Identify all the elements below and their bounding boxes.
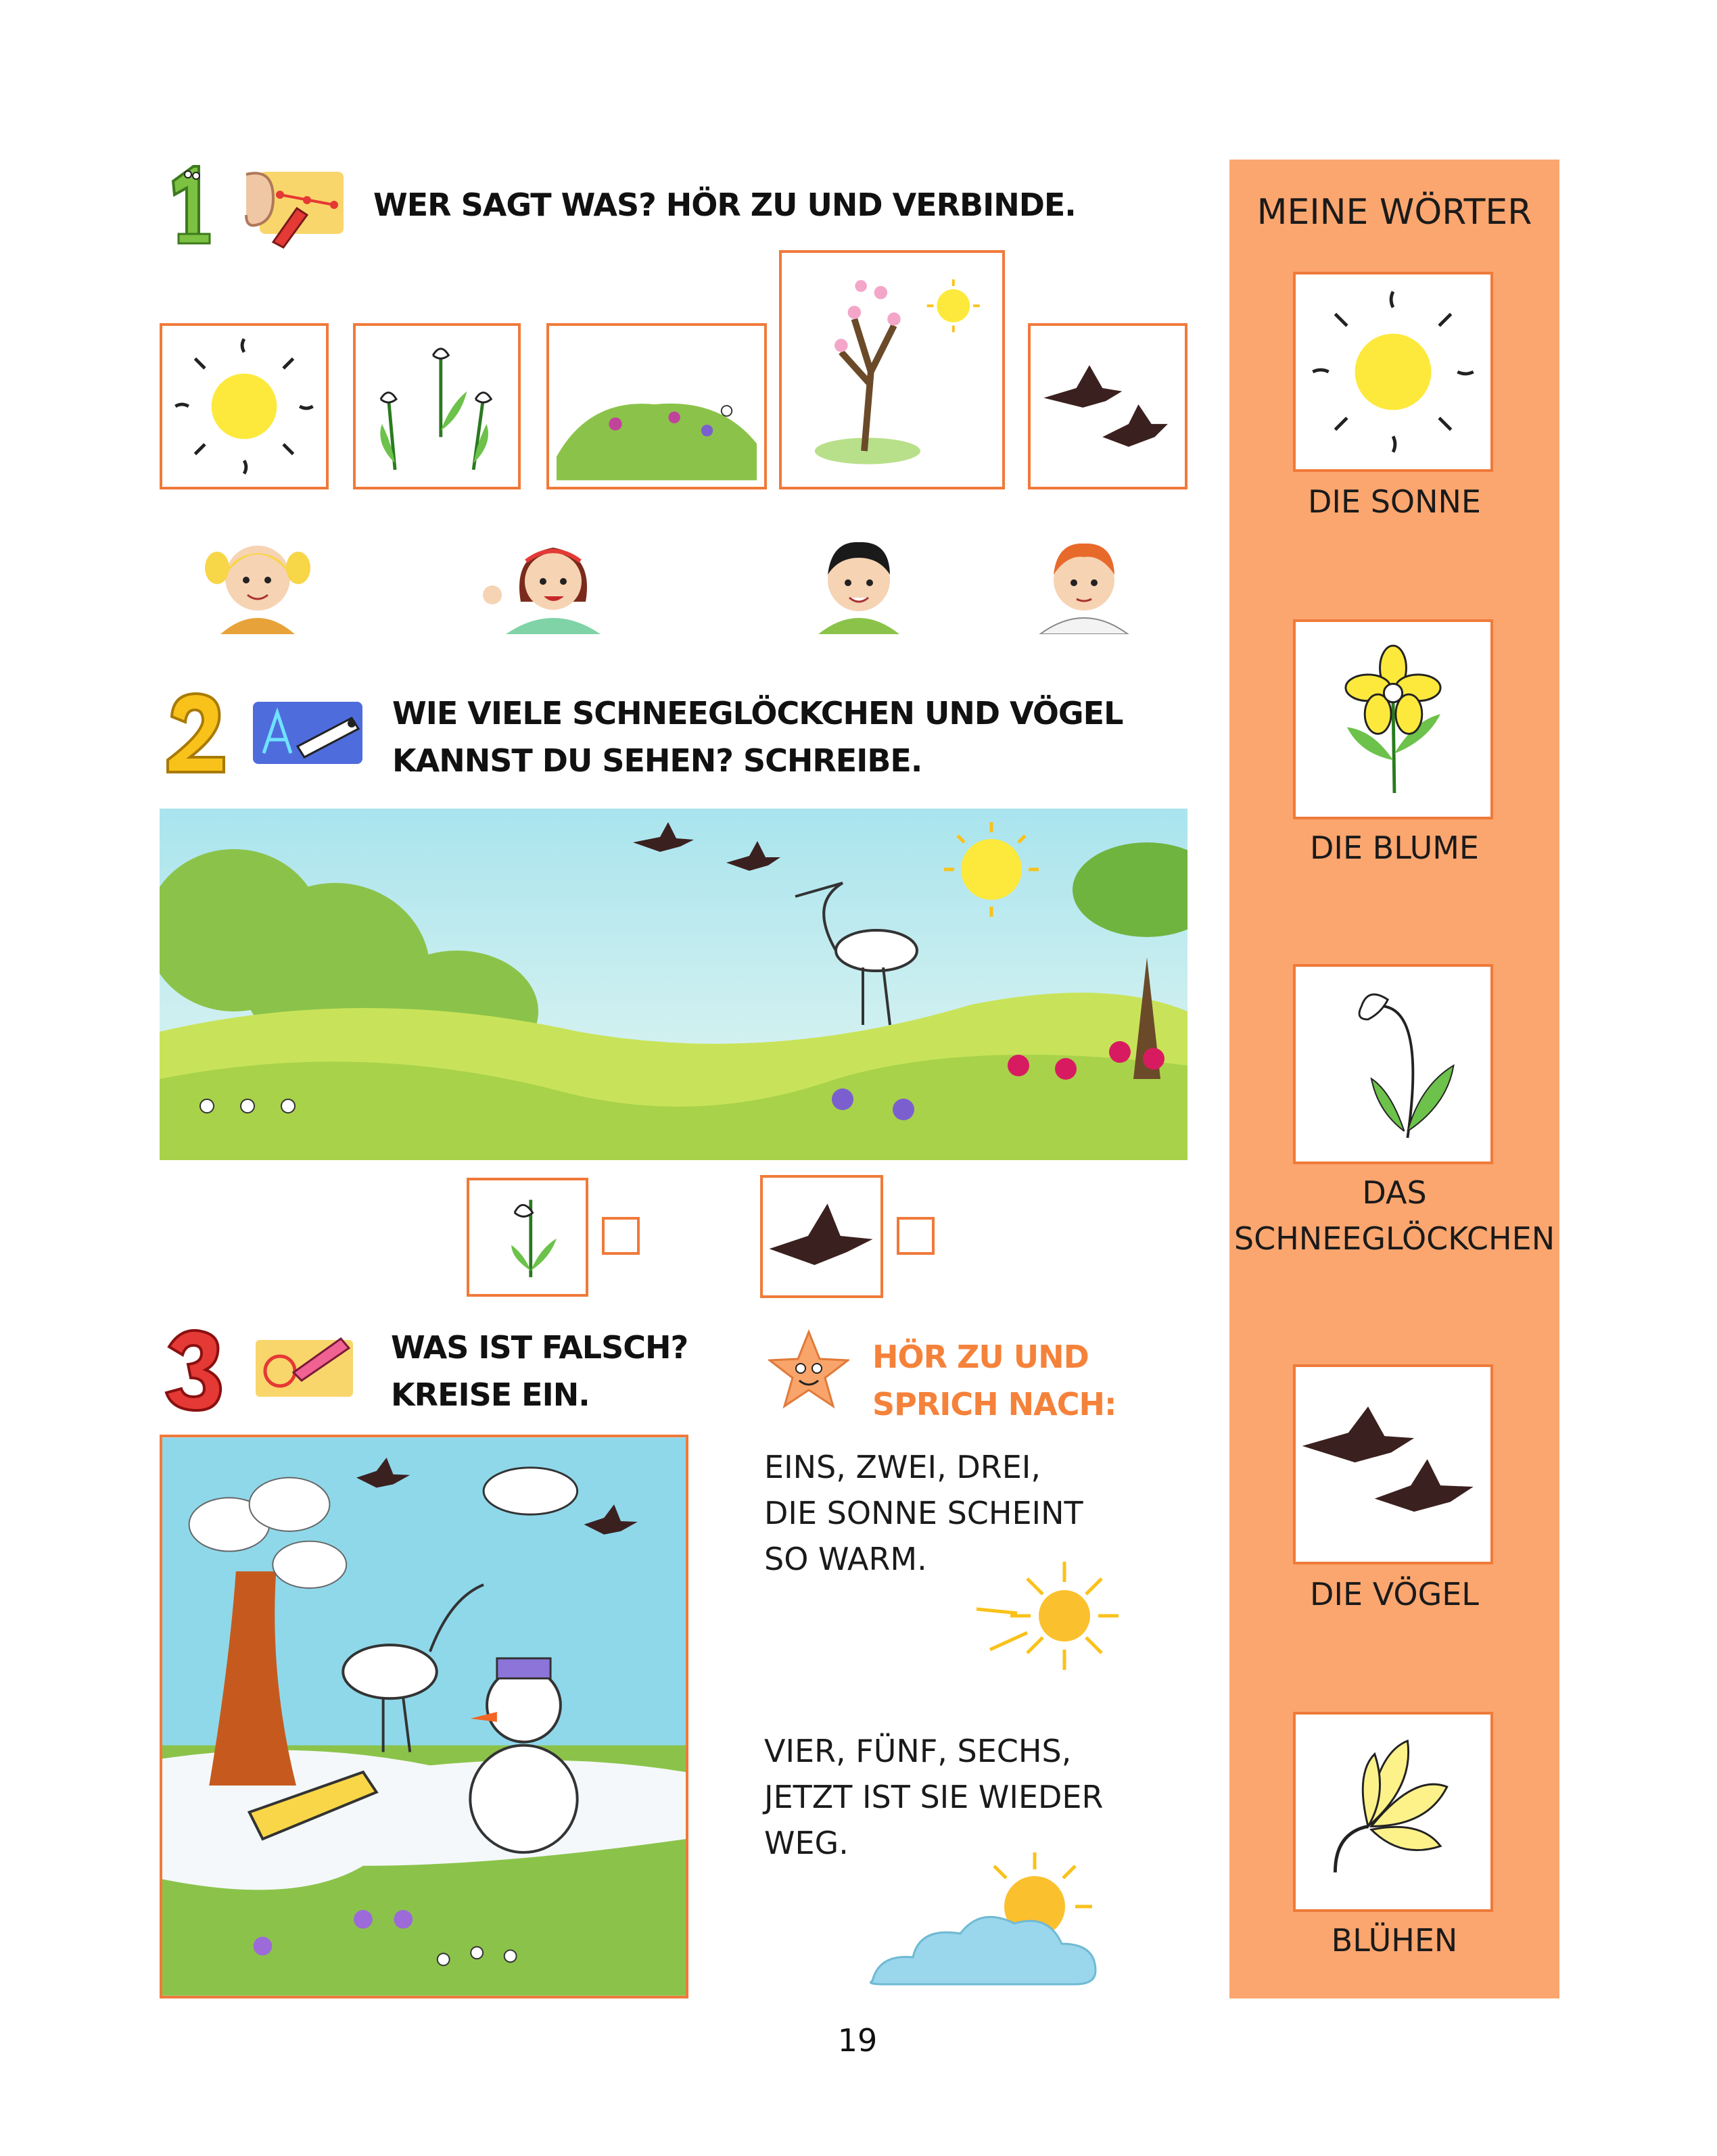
task2-instruction-line2: KANNST DU SEHEN? SCHREIBE. bbox=[392, 742, 922, 779]
birds-icon bbox=[1296, 1367, 1490, 1562]
verse2-line2: JETZT IST SIE WIEDER bbox=[764, 1779, 1104, 1815]
sun-behind-cloud-illustration bbox=[859, 1839, 1116, 1994]
task1-picture-sun bbox=[160, 323, 329, 489]
sun-icon bbox=[1296, 274, 1490, 469]
my-words-sidebar bbox=[1229, 160, 1559, 1998]
pencil-writing-icon bbox=[250, 699, 365, 767]
word-label-sun: DIE SONNE bbox=[1308, 483, 1481, 520]
task3-number-icon bbox=[160, 1326, 227, 1414]
task3-instruction-line1: WAS IST FALSCH? bbox=[391, 1329, 688, 1366]
count-snowdrop-picture bbox=[467, 1178, 588, 1297]
task1-picture-meadow bbox=[546, 323, 767, 489]
task1-picture-blossom-tree bbox=[779, 250, 1005, 489]
child-girl-brown-hair bbox=[479, 527, 614, 634]
word-label-birds: DIE VÖGEL bbox=[1310, 1576, 1479, 1612]
verse1-line2: DIE SONNE SCHEINT bbox=[764, 1495, 1083, 1531]
verse1-line3: SO WARM. bbox=[764, 1541, 927, 1577]
count-bird-answer-box[interactable] bbox=[897, 1217, 935, 1255]
word-label-blooming: BLÜHEN bbox=[1331, 1922, 1458, 1959]
whats-wrong-picture bbox=[160, 1435, 688, 1998]
task3-instruction-line2: KREISE EIN. bbox=[391, 1376, 590, 1413]
listen-heading-line1: HÖR ZU UND bbox=[872, 1339, 1089, 1375]
task1-number-icon bbox=[160, 161, 214, 249]
spring-landscape-picture bbox=[160, 809, 1187, 1160]
task1-picture-snowdrops bbox=[353, 323, 521, 489]
snowdrop-icon bbox=[1296, 967, 1490, 1161]
blooming-flower-icon bbox=[1296, 1715, 1490, 1909]
sun-rays-illustration bbox=[963, 1548, 1139, 1683]
count-snowdrop-answer-box[interactable] bbox=[602, 1217, 640, 1255]
child-boy-red-hair bbox=[1033, 527, 1135, 634]
word-label-snowdrop-line1: DAS bbox=[1362, 1174, 1427, 1211]
verse1-line1: EINS, ZWEI, DREI, bbox=[764, 1449, 1041, 1485]
word-card-flower bbox=[1293, 619, 1493, 819]
task2-number-icon bbox=[160, 690, 234, 777]
page-number: 19 bbox=[837, 2022, 878, 2059]
smiling-star-icon bbox=[768, 1329, 849, 1410]
word-card-sun bbox=[1293, 272, 1493, 472]
sidebar-title: MEINE WÖRTER bbox=[1256, 192, 1532, 233]
listen-heading-line2: SPRICH NACH: bbox=[872, 1386, 1116, 1422]
count-bird-picture bbox=[760, 1175, 883, 1298]
word-card-blooming bbox=[1293, 1712, 1493, 1912]
task1-picture-birds bbox=[1028, 323, 1187, 489]
word-label-flower: DIE BLUME bbox=[1310, 830, 1479, 866]
child-boy-black-hair bbox=[805, 527, 913, 634]
task1-instruction: WER SAGT WAS? HÖR ZU UND VERBINDE. bbox=[373, 187, 1076, 223]
verse2-line3: WEG. bbox=[764, 1825, 849, 1861]
ear-pencil-icon bbox=[233, 168, 348, 249]
child-girl-blonde bbox=[200, 527, 315, 634]
circle-pencil-icon bbox=[253, 1332, 356, 1399]
word-label-snowdrop-line2: SCHNEEGLÖCKCHEN bbox=[1233, 1220, 1555, 1257]
task2-instruction-line1: WIE VIELE SCHNEEGLÖCKCHEN UND VÖGEL bbox=[392, 695, 1123, 732]
flower-icon bbox=[1296, 622, 1490, 817]
word-card-snowdrop bbox=[1293, 964, 1493, 1164]
word-card-birds bbox=[1293, 1364, 1493, 1564]
verse2-line1: VIER, FÜNF, SECHS, bbox=[764, 1733, 1072, 1769]
